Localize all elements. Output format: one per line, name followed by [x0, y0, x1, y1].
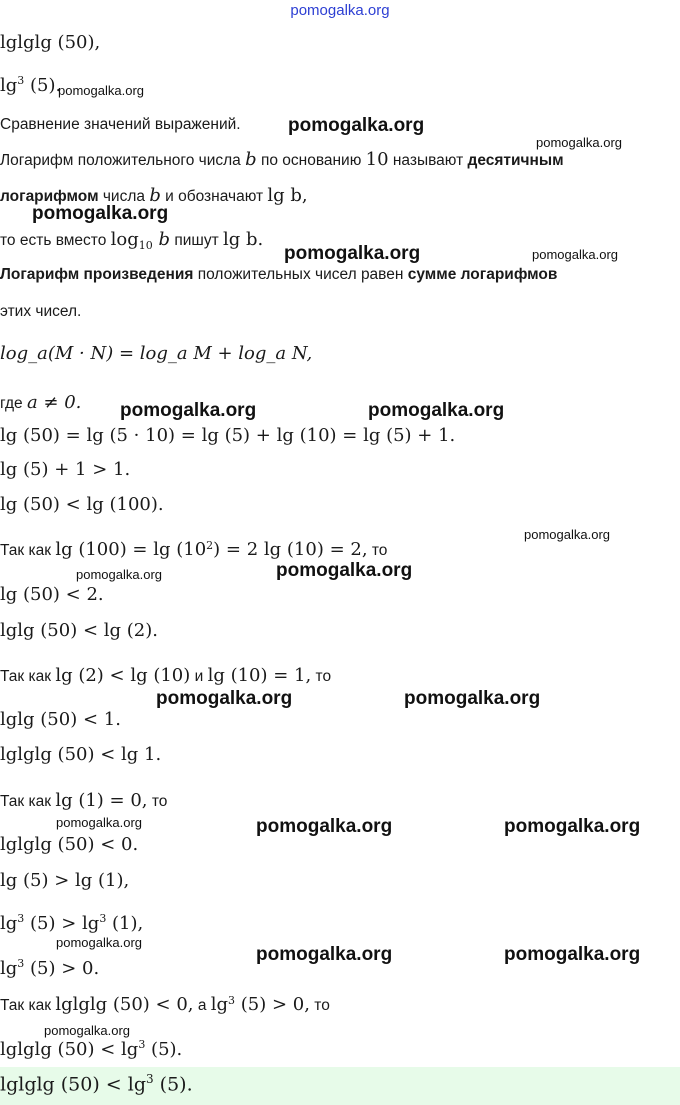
- watermark: pomogalka.org: [288, 115, 425, 136]
- step-line-8: lglg (50) < 1.: [0, 709, 121, 730]
- watermark: pomogalka.org: [56, 935, 142, 950]
- step-line-15: Так как lglglg (50) < 0, а $\lg^3 (5) > 0$, то: [0, 994, 330, 1016]
- watermark: pomogalka.org: [536, 135, 622, 150]
- watermark: pomogalka.org: [32, 203, 169, 224]
- definition-line-3: то есть вместо $\log_{10} b$ пишут lg b.: [0, 229, 264, 253]
- step-line-5: lg (50) < 2.: [0, 584, 104, 605]
- step-line-6: lglg (50) < lg (2).: [0, 620, 158, 641]
- watermark: pomogalka.org: [156, 688, 293, 709]
- answer-line: lglglg $(50) < \lg^3 (5)$.: [0, 1072, 193, 1096]
- step-line-9: lglglg (50) < lg 1.: [0, 744, 162, 765]
- watermark: pomogalka.org: [276, 560, 413, 581]
- watermark: pomogalka.org: [256, 944, 393, 965]
- definition-line-2: логарифмом числа b и обозначают lg b,: [0, 185, 308, 206]
- watermark: pomogalka.org: [120, 400, 257, 421]
- step-line-3: lg (50) < lg (100).: [0, 494, 164, 515]
- section-heading: Сравнение значений выражений.: [0, 116, 241, 133]
- step-line-13: $\lg^3 (5) > \lg^3 (1)$,: [0, 912, 144, 934]
- step-line-11: lglglg (50) < 0.: [0, 834, 139, 855]
- step-line-16: lglglg $(50) < \lg^3 (5)$.: [0, 1038, 183, 1060]
- definition-line-1: Логарифм положительного числа b по основанию 10 называют десятичным: [0, 149, 564, 170]
- log-product-formula: log_a(M · N) = log_a M + log_a N,: [0, 343, 313, 364]
- watermark: pomogalka.org: [404, 688, 541, 709]
- step-line-10: Так как lg (1) = 0, то: [0, 790, 168, 811]
- watermark: pomogalka.org: [524, 527, 610, 542]
- step-line-7: Так как lg (2) < lg (10) и lg (10) = 1, то: [0, 665, 332, 686]
- watermark: pomogalka.org: [284, 243, 421, 264]
- step-line-1: lg (50) = lg (5 · 10) = lg (5) + lg (10) = lg (5) + 1.: [0, 425, 456, 446]
- header-watermark: pomogalka.org: [290, 2, 390, 19]
- watermark: pomogalka.org: [504, 944, 641, 965]
- step-line-12: lg (5) > lg (1),: [0, 870, 130, 891]
- watermark: pomogalka.org: [56, 815, 142, 830]
- expr-line-1: lglglg (50),: [0, 32, 101, 53]
- watermark: pomogalka.org: [532, 247, 618, 262]
- watermark: pomogalka.org: [44, 1023, 130, 1038]
- rule-line-1: Логарифм произведения положительных чисел равен сумме логарифмов: [0, 266, 558, 283]
- step-line-4: Так как $\lg (100) = \lg (10^2) = 2$ lg (10) = 2, то: [0, 539, 388, 561]
- step-line-2: lg (5) + 1 > 1.: [0, 459, 131, 480]
- watermark: pomogalka.org: [368, 400, 505, 421]
- watermark: pomogalka.org: [58, 83, 144, 98]
- expr-line-2: $\lg^3 (5)$.: [0, 74, 62, 96]
- watermark: pomogalka.org: [256, 816, 393, 837]
- condition-line: где a ≠ 0.: [0, 392, 82, 413]
- rule-line-2: этих чисел.: [0, 303, 82, 320]
- watermark: pomogalka.org: [504, 816, 641, 837]
- watermark: pomogalka.org: [76, 567, 162, 582]
- step-line-14: $\lg^3 (5) > 0$.: [0, 957, 100, 979]
